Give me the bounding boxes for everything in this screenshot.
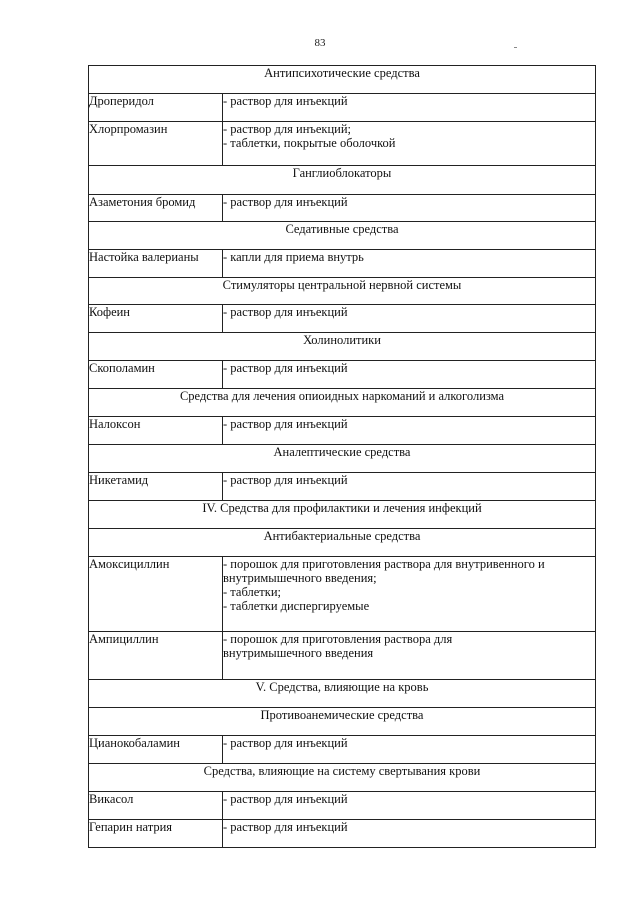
section-row xyxy=(89,66,596,94)
section-row xyxy=(89,389,596,417)
drug-row xyxy=(89,361,596,389)
drug-forms xyxy=(223,473,596,501)
section-heading: Стимуляторы центральной нервной системы xyxy=(89,278,596,305)
section-heading: Холинолитики xyxy=(89,333,596,361)
drug-row xyxy=(89,195,596,222)
drug-name: Скополамин xyxy=(89,361,223,389)
section-heading: Аналептические средства xyxy=(89,445,596,473)
scan-speck xyxy=(514,47,517,48)
dosage-form: - капли для приема внутрь xyxy=(223,250,364,264)
page-number: 83 xyxy=(314,37,326,49)
dosage-form: - таблетки; xyxy=(223,585,281,599)
section-heading: Противоанемические средства xyxy=(89,708,596,736)
drug-row xyxy=(89,473,596,501)
dosage-form: - таблетки диспергируемые xyxy=(223,599,370,613)
dosage-form: внутримышечного введения xyxy=(223,646,374,660)
drug-name: Викасол xyxy=(89,792,223,820)
drug-name: Амоксициллин xyxy=(89,557,223,632)
section-row xyxy=(89,166,596,195)
dosage-form: - раствор для инъекций xyxy=(223,417,348,431)
dosage-form: - раствор для инъекций xyxy=(223,361,348,375)
drug-name: Хлорпромазин xyxy=(89,122,223,166)
section-heading: Седативные средства xyxy=(89,222,596,250)
drug-name: Цианокобаламин xyxy=(89,736,223,764)
drug-forms xyxy=(223,195,596,222)
drug-row xyxy=(89,557,596,632)
section-heading: IV. Средства для профилактики и лечения инфекций xyxy=(89,501,596,529)
drug-forms xyxy=(223,736,596,764)
dosage-form: - раствор для инъекций; xyxy=(223,122,352,136)
drug-forms xyxy=(223,305,596,333)
dosage-form: - таблетки, покрытые оболочкой xyxy=(223,136,396,150)
drug-name: Настойка валерианы xyxy=(89,250,223,278)
section-row xyxy=(89,222,596,250)
section-heading: V. Средства, влияющие на кровь xyxy=(89,680,596,708)
section-heading: Средства, влияющие на систему свертывания крови xyxy=(89,764,596,792)
dosage-form: - раствор для инъекций xyxy=(223,473,348,487)
dosage-form: - порошок для приготовления раствора для xyxy=(223,632,453,646)
section-row xyxy=(89,680,596,708)
dosage-form: - раствор для инъекций xyxy=(223,195,348,209)
section-row xyxy=(89,764,596,792)
drug-row xyxy=(89,305,596,333)
drug-name: Ампициллин xyxy=(89,632,223,680)
drug-name: Никетамид xyxy=(89,473,223,501)
drug-row xyxy=(89,122,596,166)
section-heading: Средства для лечения опиоидных наркоманий и алкоголизма xyxy=(89,389,596,417)
section-row xyxy=(89,333,596,361)
section-row xyxy=(89,708,596,736)
drug-row xyxy=(89,632,596,680)
dosage-form: - раствор для инъекций xyxy=(223,305,348,319)
drug-name: Кофеин xyxy=(89,305,223,333)
dosage-form: - раствор для инъекций xyxy=(223,820,348,834)
drug-name: Налоксон xyxy=(89,417,223,445)
drug-forms xyxy=(223,792,596,820)
drug-row xyxy=(89,94,596,122)
dosage-form: - раствор для инъекций xyxy=(223,94,348,108)
drug-forms xyxy=(223,820,596,848)
drug-forms xyxy=(223,632,596,680)
drug-row xyxy=(89,417,596,445)
section-heading: Антипсихотические средства xyxy=(89,66,596,94)
drug-forms xyxy=(223,557,596,632)
dosage-form: - порошок для приготовления раствора для внутривенного и внутримышечного введения; xyxy=(223,557,545,585)
drug-name: Азаметония бромид xyxy=(89,195,223,222)
dosage-form: - раствор для инъекций xyxy=(223,736,348,750)
section-row xyxy=(89,278,596,305)
medication-table xyxy=(88,65,596,848)
drug-name: Гепарин натрия xyxy=(89,820,223,848)
section-row xyxy=(89,501,596,529)
section-row xyxy=(89,529,596,557)
drug-forms xyxy=(223,250,596,278)
drug-row xyxy=(89,250,596,278)
drug-forms xyxy=(223,94,596,122)
drug-forms xyxy=(223,361,596,389)
section-heading: Ганглиоблокаторы xyxy=(89,166,596,195)
drug-row xyxy=(89,736,596,764)
drug-name: Дроперидол xyxy=(89,94,223,122)
drug-forms xyxy=(223,122,596,166)
dosage-form: - раствор для инъекций xyxy=(223,792,348,806)
drug-row xyxy=(89,792,596,820)
drug-row xyxy=(89,820,596,848)
drug-forms xyxy=(223,417,596,445)
section-row xyxy=(89,445,596,473)
section-heading: Антибактериальные средства xyxy=(89,529,596,557)
